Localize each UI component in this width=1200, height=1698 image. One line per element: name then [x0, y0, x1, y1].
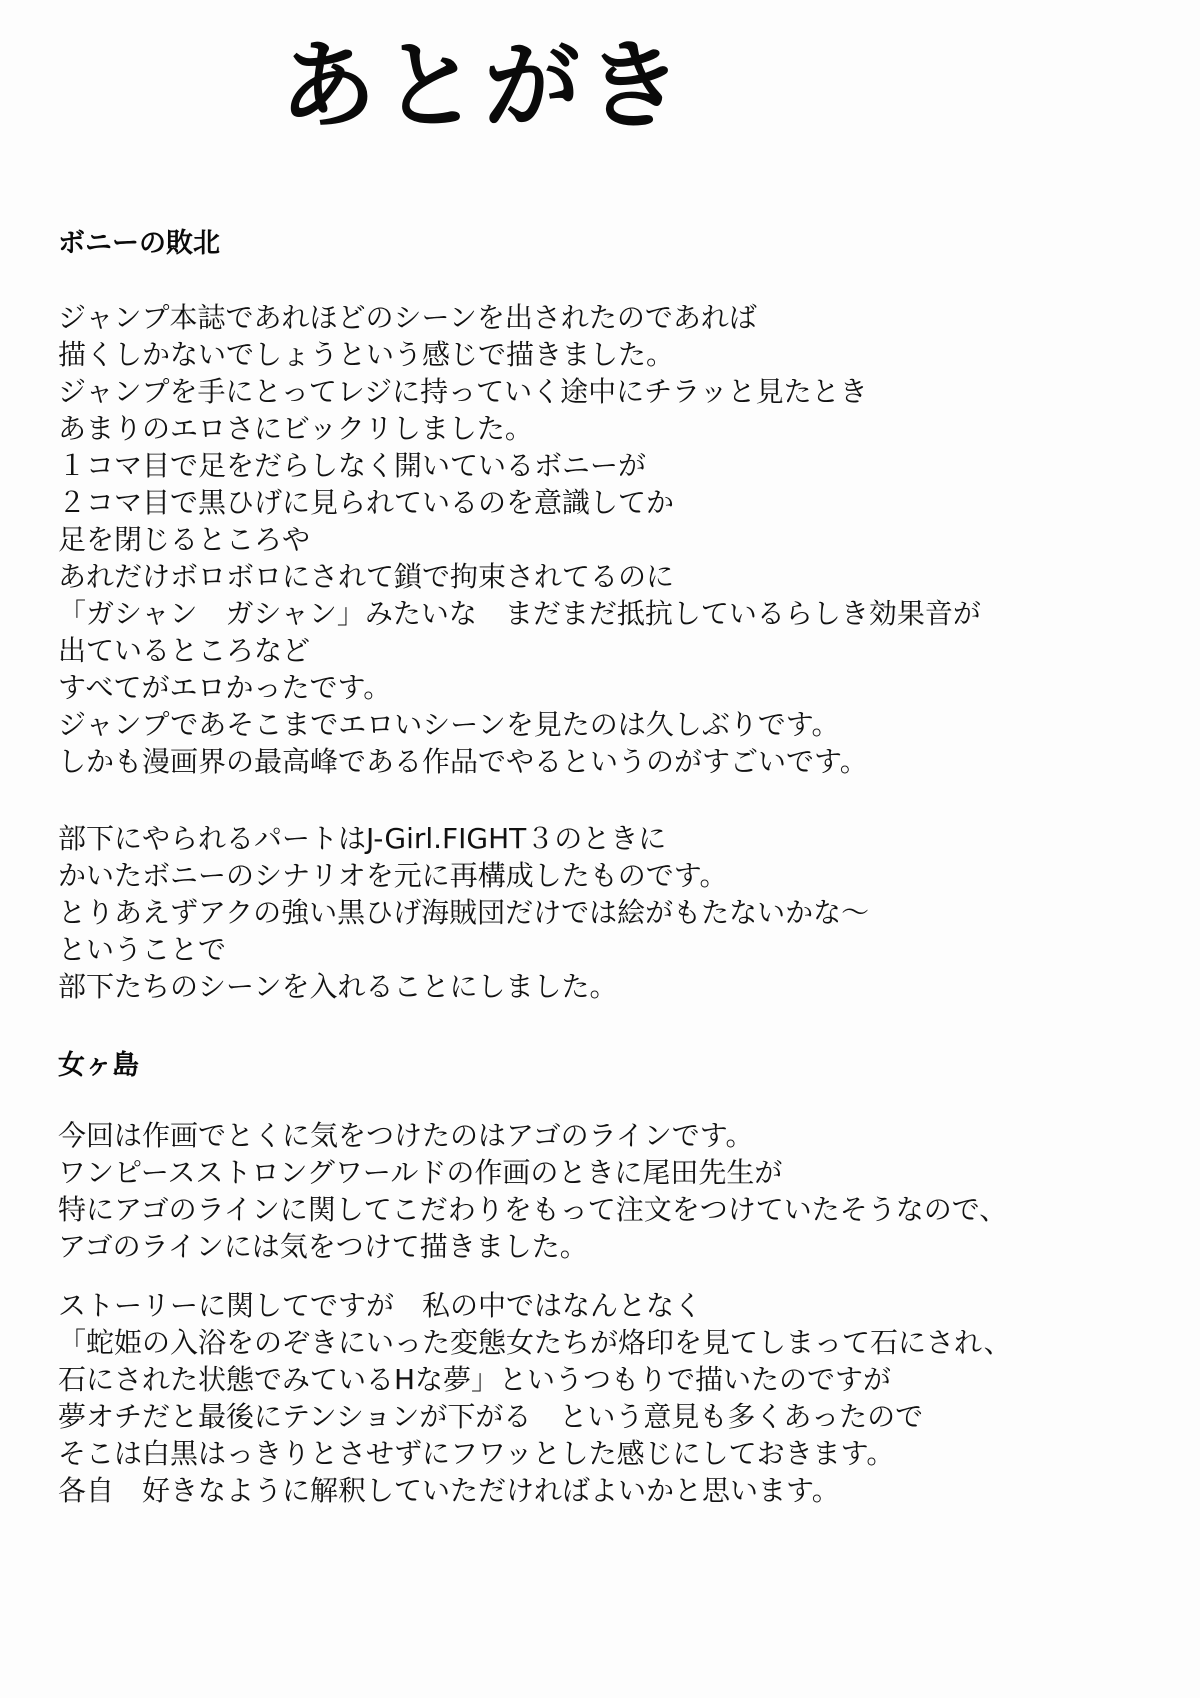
text-line: 「ガシャン ガシャン」みたいな まだまだ抵抗しているらしき効果音が: [58, 597, 981, 630]
text-line: ワンピースストロングワールドの作画のときに尾田先生が: [58, 1156, 783, 1189]
text-line: 今回は作画でとくに気をつけたのはアゴのラインです。: [58, 1119, 754, 1152]
text-line: ジャンプ本誌であれほどのシーンを出されたのであれば: [58, 301, 757, 334]
text-line: ジャンプを手にとってレジに持っていく途中にチラッと見たとき: [58, 375, 868, 408]
text-line: ジャンプであそこまでエロいシーンを見たのは久しぶりです。: [58, 708, 840, 741]
section-heading-bonney-defeat: ボニーの敗北: [58, 228, 220, 259]
text-line: 描くしかないでしょうという感じで描きました。: [58, 338, 675, 371]
text-line: 各自 好きなように解釈していただければよいかと思います。: [58, 1474, 840, 1507]
text-line: 石にされた状態でみているHな夢」というつもりで描いたのですが: [58, 1363, 892, 1396]
section-2-paragraph-1: [58, 1117, 1158, 1265]
text-line: 特にアゴのラインに関してこだわりをもって注文をつけていたそうなので、: [58, 1193, 1008, 1226]
text-line: ストーリーに関してですが 私の中ではなんとなく: [58, 1289, 703, 1322]
text-line: すべてがエロかったです。: [58, 671, 392, 704]
section-2-paragraph-2: [58, 1287, 1158, 1509]
page-title: あとがき: [280, 30, 688, 142]
text-line: 「蛇姫の入浴をのぞきにいった変態女たちが烙印を見てしまって石にされ、: [58, 1326, 1012, 1359]
text-line: とりあえずアクの強い黒ひげ海賊団だけでは絵がもたないかな～: [58, 896, 870, 929]
text-line: 部下たちのシーンを入れることにしました。: [58, 970, 618, 1003]
text-line: アゴのラインには気をつけて描きました。: [58, 1230, 588, 1263]
section-1-paragraph-1: [58, 299, 1158, 780]
text-line: 出ているところなど: [58, 634, 311, 667]
text-line: 夢オチだと最後にテンションが下がる という意見も多くあったので: [58, 1400, 924, 1433]
text-line: かいたボニーのシナリオを元に再構成したものです。: [58, 859, 728, 892]
text-line: ２コマ目で黒ひげに見られているのを意識してか: [58, 486, 675, 519]
text-line: 足を閉じるところや: [58, 523, 311, 556]
text-line: １コマ目で足をだらしなく開いているボニーが: [58, 449, 647, 482]
text-line: そこは白黒はっきりとさせずにフワッとした感じにしておきます。: [58, 1437, 895, 1470]
section-heading-amazon-lily: 女ヶ島: [58, 1050, 139, 1081]
text-line: ということで: [58, 933, 227, 966]
text-line: しかも漫画界の最高峰である作品でやるというのがすごいです。: [58, 745, 868, 778]
text-line: 部下にやられるパートはJ-Girl.FIGHT３のときに: [58, 822, 667, 855]
text-line: あまりのエロさにビックリしました。: [58, 412, 533, 445]
text-line: あれだけボロボロにされて鎖で拘束されてるのに: [58, 560, 675, 593]
section-1-paragraph-2: [58, 820, 1158, 1005]
